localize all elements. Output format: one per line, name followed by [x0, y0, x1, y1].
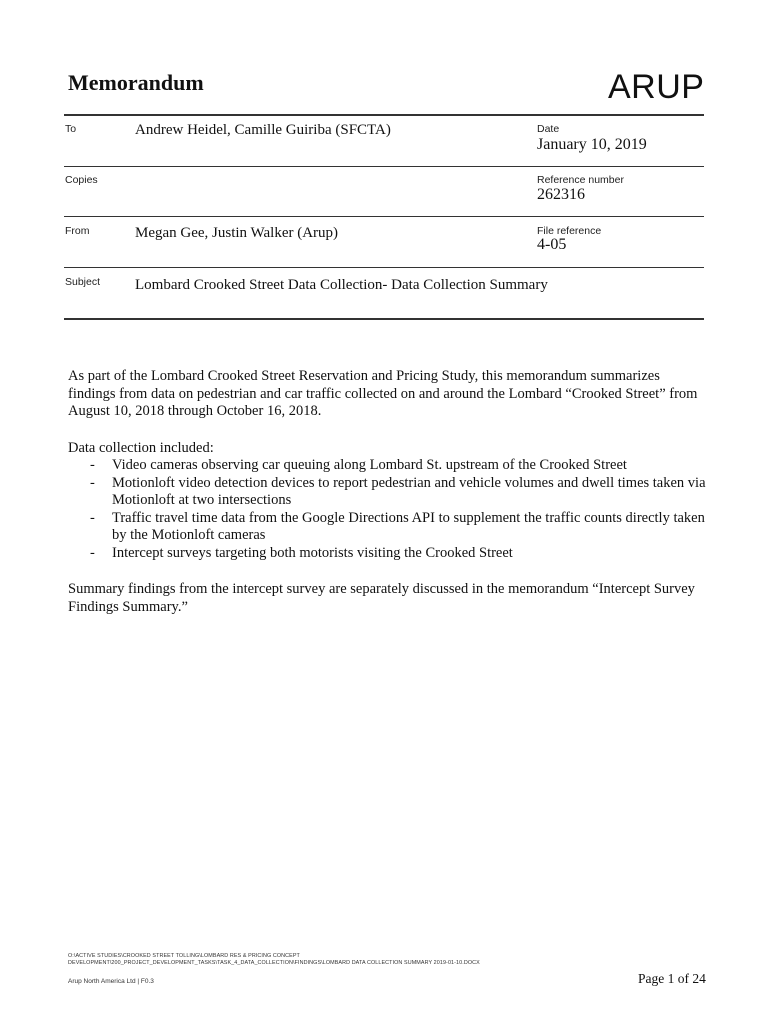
list-item-text: Motionloft video detection devices to report pedestrian and vehicle volumes and dwell times taken via Motionloft at two intersections — [112, 474, 706, 508]
footer-company: Arup North America Ltd | F0.3 — [68, 978, 154, 985]
footer-file-path — [68, 953, 488, 967]
list-item — [68, 510, 708, 545]
arup-logo: ARUP — [608, 68, 705, 106]
summary-paragraph: Summary findings from the intercept survey are separately discussed in the memorandum “Intercept Survey Findings Summary.” — [68, 581, 695, 615]
header-divider — [64, 114, 704, 116]
to-label: To — [65, 123, 77, 135]
row-divider — [64, 166, 704, 167]
subject-divider — [64, 318, 704, 320]
list-item — [68, 475, 708, 510]
date-value: January 10, 2019 — [537, 136, 647, 153]
date-label: Date — [537, 123, 560, 135]
list-item — [68, 457, 708, 475]
file-reference-value: 4-05 — [537, 236, 567, 253]
copies-label: Copies — [65, 174, 98, 186]
list-item — [68, 545, 708, 563]
list-heading: Data collection included: — [68, 439, 214, 456]
to-value: Andrew Heidel, Camille Guiriba (SFCTA) — [135, 122, 391, 138]
from-value: Megan Gee, Justin Walker (Arup) — [135, 225, 339, 241]
bullet-dash: - — [90, 474, 95, 491]
subject-label: Subject — [65, 276, 101, 288]
footer-path-line: O:\ACTIVE STUDIES\CROOKED STREET TOLLING\LOMBARD RES & PRICING CONCEPT — [68, 953, 300, 959]
row-divider — [64, 267, 704, 268]
list-item-text: Traffic travel time data from the Google Directions API to supplement the traffic counts directly taken by the Motionloft cameras — [112, 509, 705, 543]
subject-value: Lombard Crooked Street Data Collection- Data Collection Summary — [135, 277, 548, 293]
row-divider — [64, 216, 704, 217]
reference-value: 262316 — [537, 186, 585, 203]
bullet-dash: - — [90, 509, 95, 526]
file-reference-label: File reference — [537, 225, 602, 237]
footer-path-line: DEVELOPMENT\200_PROJECT_DEVELOPMENT_TASKS\TASK_4_DATA_COLLECTION\FINDINGS\LOMBARD DATA COLLECTION SUMMARY 2019-01-10.DOCX — [68, 960, 480, 966]
list-item-text: Video cameras observing car queuing along Lombard St. upstream of the Crooked Street — [112, 457, 627, 473]
list-item-text: Intercept surveys targeting both motorists visiting the Crooked Street — [112, 544, 513, 561]
memo-title: Memorandum — [68, 70, 204, 95]
bullet-dash: - — [90, 457, 95, 473]
data-collection-list — [68, 457, 708, 562]
page-number: Page 1 of 24 — [638, 971, 706, 986]
reference-label: Reference number — [537, 174, 624, 186]
intro-paragraph: As part of the Lombard Crooked Street Reservation and Pricing Study, this memorandum summarizes findings from data on pedestrian and car traffic collected on and around the Lombard “Crooked Street” from August 10, 2018 through October 16, 2018. — [68, 368, 698, 419]
from-label: From — [65, 225, 90, 237]
memo-body — [68, 368, 708, 616]
bullet-dash: - — [90, 544, 95, 561]
